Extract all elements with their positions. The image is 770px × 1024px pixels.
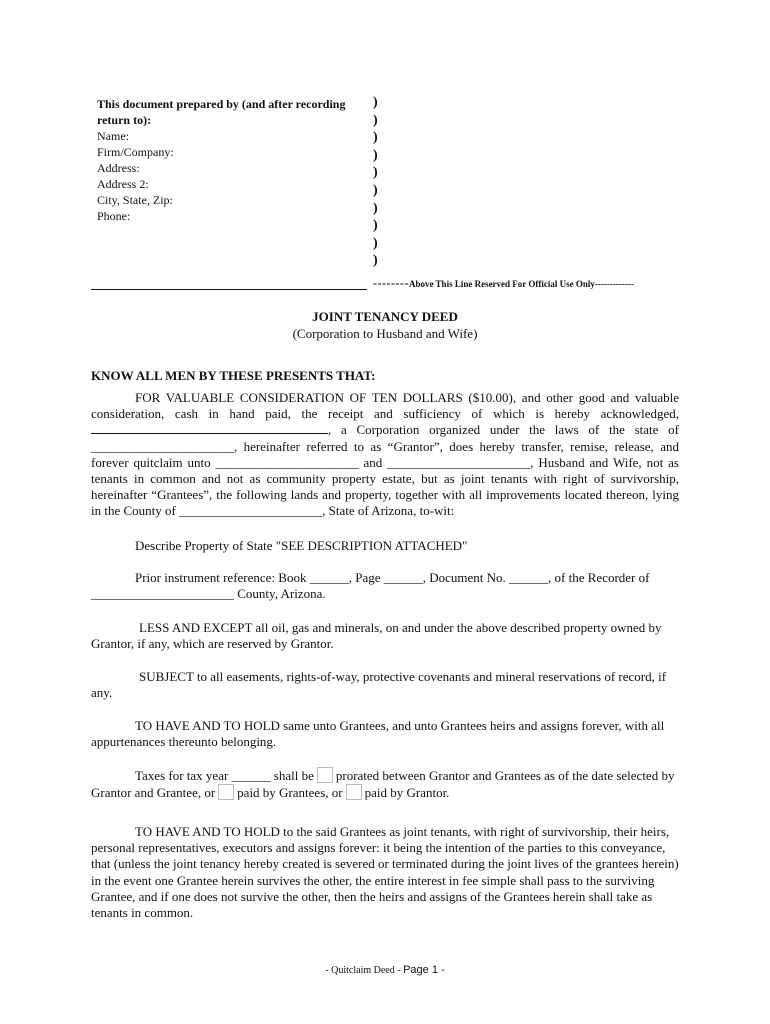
taxes-text-2: prorated between Grantor and Grantees as of the date selected by Grantor and Grantee, or — [91, 768, 675, 801]
reserved-text: Above This Line Reserved For Official Use Only — [408, 279, 595, 289]
taxes-paragraph — [91, 767, 679, 801]
field-name-label: Name: — [97, 129, 129, 143]
field-phone-label: Phone: — [97, 209, 131, 223]
consideration-text-2: , a Corporation organized under the laws of the state of ______________________, hereinafter referred to as “Grantor”, does hereby transfer, remise, release, and forever quitclaim unto ______________________ and ______________________, Husband and Wife, not as tenants in common and not as community property estate, but as joint tenants with right of survivorship, hereinafter “Grantees”, the following lands and property, together with all improvements located thereon, lying in the County of ______________________, State of Arizona, to-wit: — [91, 422, 679, 519]
taxes-text-1: Taxes for tax year ______ shall be — [135, 768, 314, 783]
paren: ) — [373, 112, 378, 128]
paren: ) — [373, 165, 378, 181]
field-firm-label: Firm/Company: — [97, 145, 174, 159]
prepared-by-label: This document prepared by (and after recording return to): — [97, 97, 346, 127]
habendum-paragraph: TO HAVE AND TO HOLD same unto Grantees, and unto Grantees heirs and assigns forever, with all appurtenances thereunto belonging. — [91, 718, 665, 750]
paren: ) — [373, 235, 378, 251]
field-address2-label: Address 2: — [97, 177, 149, 191]
page-number: Page 1 - — [403, 964, 445, 976]
page-footer — [0, 964, 770, 976]
taxes-text-3: paid by Grantees, or — [237, 785, 343, 801]
paren: ) — [373, 147, 378, 163]
document-title: JOINT TENANCY DEED — [312, 309, 458, 324]
paren: ) — [373, 182, 378, 198]
prorated-checkbox[interactable] — [317, 767, 333, 783]
field-city-label: City, State, Zip: — [97, 193, 173, 207]
subject-paragraph: SUBJECT to all easements, rights-of-way, protective covenants and mineral reservations of record, if any. — [91, 669, 667, 701]
describe-property-paragraph: Describe Property of State "SEE DESCRIPTION ATTACHED" — [135, 538, 468, 553]
paren: ) — [373, 253, 378, 269]
bracket-column — [373, 94, 378, 270]
intro-heading: KNOW ALL MEN BY THESE PRESENTS THAT: — [91, 368, 376, 383]
consideration-text-1: FOR VALUABLE CONSIDERATION OF TEN DOLLARS ($10.00), and other good and valuable consideration, cash in hand paid, the receipt and sufficiency of which is hereby acknowledged, — [91, 390, 679, 422]
paren: ) — [373, 200, 378, 216]
consideration-paragraph — [91, 390, 679, 520]
paid-by-grantees-checkbox[interactable] — [218, 784, 234, 800]
header-divider — [91, 289, 367, 290]
document-subtitle: (Corporation to Husband and Wife) — [292, 326, 478, 341]
field-address-label: Address: — [97, 161, 140, 175]
preparer-block — [97, 96, 367, 224]
paren: ) — [373, 130, 378, 146]
paid-by-grantor-checkbox[interactable] — [346, 784, 362, 800]
less-except-paragraph: LESS AND EXCEPT all oil, gas and minerals, on and under the above described property owned by Grantor, if any, which are reserved by Grantor. — [91, 620, 662, 652]
taxes-text-4: paid by Grantor. — [364, 785, 450, 801]
paren: ) — [373, 218, 378, 234]
reserved-dashes-left: -------- — [373, 276, 409, 290]
grantor-name-blank[interactable] — [91, 422, 328, 434]
prior-reference-paragraph: Prior instrument reference: Book ______, Page ______, Document No. ______, of the Recorder of ______________________ County, Arizona. — [91, 570, 650, 602]
paren: ) — [373, 95, 378, 110]
joint-tenancy-paragraph: TO HAVE AND TO HOLD to the said Grantees as joint tenants, with right of survivorship, their heirs, personal representatives, executors and assigns forever: it being the intention of the parties to this conveyance, that (unless the joint tenancy hereby created is severed or terminated during the joint lives of the grantees herein) in the event one Grantee herein survives the other, the entire interest in fee simple shall pass to the surviving Grantee, and if one does not survive the other, then the heirs and assigns of the Grantees herein shall take as tenants in common. — [91, 824, 679, 921]
footer-label: - Quitclaim Deed - — [325, 965, 404, 976]
reserved-notice — [373, 276, 634, 291]
reserved-dashes-right: ------------- — [594, 279, 634, 289]
